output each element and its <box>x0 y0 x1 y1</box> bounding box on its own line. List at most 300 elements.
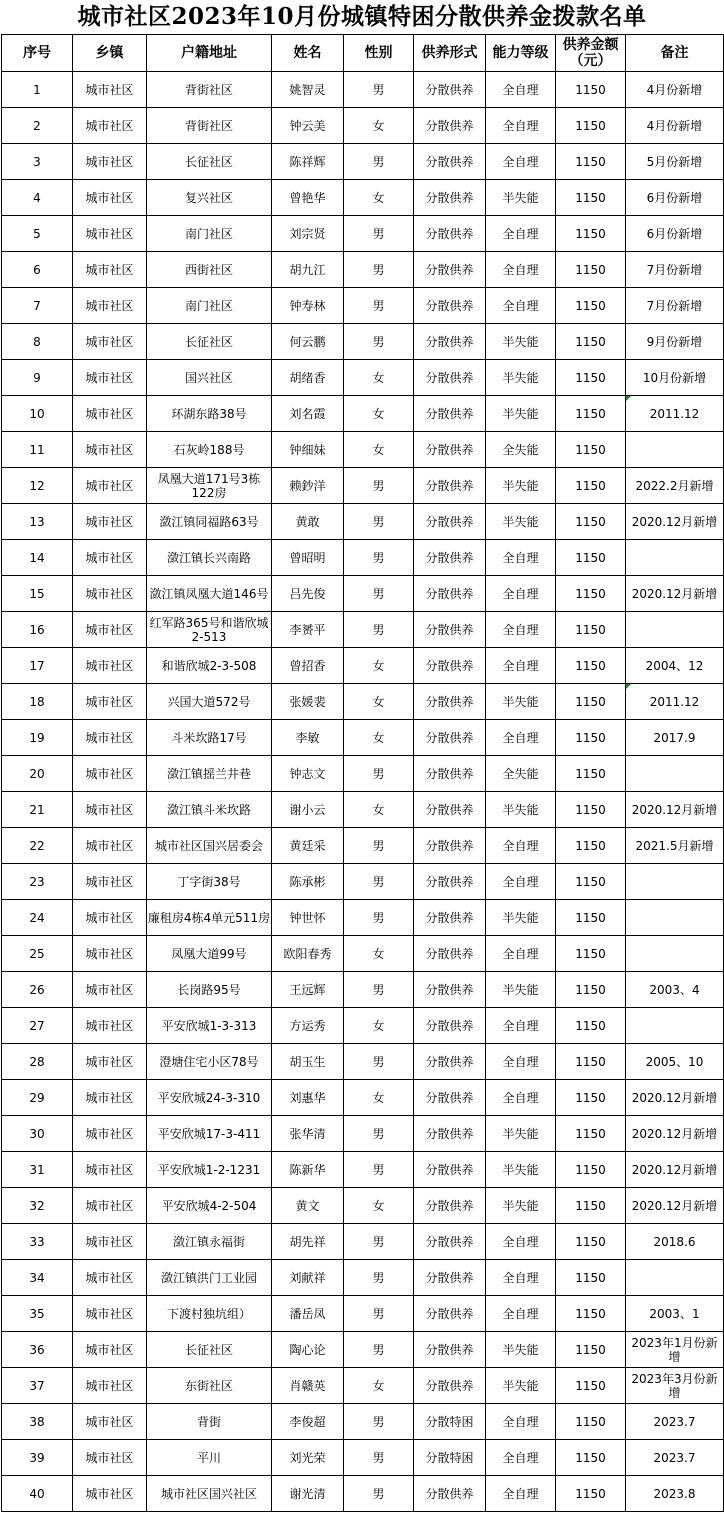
cell-gender: 男 <box>344 504 414 540</box>
cell-amount: 1150 <box>556 900 626 936</box>
table-row <box>2 504 724 540</box>
cell-township: 城市社区 <box>73 900 147 936</box>
cell-gender: 男 <box>344 72 414 108</box>
cell-ability-level: 全自理 <box>486 612 556 648</box>
cell-township: 城市社区 <box>73 1008 147 1044</box>
cell-gender: 女 <box>344 684 414 720</box>
cell-address: 兴国大道572号 <box>147 684 272 720</box>
table-row <box>2 360 724 396</box>
cell-amount: 1150 <box>556 1296 626 1332</box>
cell-support-form: 分散供养 <box>414 864 486 900</box>
cell-name: 李敏 <box>272 720 344 756</box>
cell-remarks: 5月份新增 <box>626 144 724 180</box>
cell-gender: 男 <box>344 972 414 1008</box>
table-row <box>2 1116 724 1152</box>
cell-support-form: 分散供养 <box>414 72 486 108</box>
cell-amount: 1150 <box>556 1116 626 1152</box>
cell-address: 背街社区 <box>147 108 272 144</box>
cell-support-form: 分散供养 <box>414 1044 486 1080</box>
cell-index: 18 <box>2 684 73 720</box>
cell-township: 城市社区 <box>73 1296 147 1332</box>
cell-support-form: 分散供养 <box>414 288 486 324</box>
cell-gender: 男 <box>344 1476 414 1512</box>
cell-remarks: 2011.12 <box>626 396 724 432</box>
cell-name: 刘宗贤 <box>272 216 344 252</box>
table-row <box>2 1044 724 1080</box>
table-row <box>2 1188 724 1224</box>
table-row <box>2 936 724 972</box>
cell-address: 南门社区 <box>147 216 272 252</box>
cell-ability-level: 全自理 <box>486 540 556 576</box>
cell-township: 城市社区 <box>73 108 147 144</box>
table-row <box>2 684 724 720</box>
cell-index: 2 <box>2 108 73 144</box>
cell-amount: 1150 <box>556 1224 626 1260</box>
cell-index: 14 <box>2 540 73 576</box>
cell-address: 复兴社区 <box>147 180 272 216</box>
cell-township: 城市社区 <box>73 1332 147 1368</box>
cell-remarks: 2005、10 <box>626 1044 724 1080</box>
cell-index: 24 <box>2 900 73 936</box>
cell-ability-level: 全自理 <box>486 1404 556 1440</box>
cell-gender: 男 <box>344 540 414 576</box>
cell-support-form: 分散供养 <box>414 540 486 576</box>
cell-township: 城市社区 <box>73 1152 147 1188</box>
cell-ability-level: 全自理 <box>486 216 556 252</box>
cell-remarks: 2023.7 <box>626 1404 724 1440</box>
cell-address: 和谐欣城2-3-508 <box>147 648 272 684</box>
cell-gender: 女 <box>344 108 414 144</box>
cell-ability-level: 半失能 <box>486 360 556 396</box>
cell-gender: 男 <box>344 1260 414 1296</box>
cell-address: 潋江镇凤凰大道146号 <box>147 576 272 612</box>
cell-gender: 男 <box>344 612 414 648</box>
cell-support-form: 分散供养 <box>414 1260 486 1296</box>
cell-remarks <box>626 756 724 792</box>
cell-index: 22 <box>2 828 73 864</box>
cell-support-form: 分散供养 <box>414 432 486 468</box>
cell-gender: 男 <box>344 216 414 252</box>
cell-remarks <box>626 540 724 576</box>
cell-remarks: 2020.12月新增 <box>626 1116 724 1152</box>
cell-amount: 1150 <box>556 1332 626 1368</box>
cell-address: 长征社区 <box>147 144 272 180</box>
allowance-table <box>1 34 724 1512</box>
cell-ability-level: 半失能 <box>486 792 556 828</box>
cell-remarks: 2020.12月新增 <box>626 1188 724 1224</box>
cell-ability-level: 全失能 <box>486 756 556 792</box>
col-header-address: 户籍地址 <box>147 35 272 72</box>
cell-amount: 1150 <box>556 288 626 324</box>
cell-remarks: 2023年1月份新增 <box>626 1332 724 1368</box>
cell-gender: 女 <box>344 1368 414 1404</box>
cell-remarks: 7月份新增 <box>626 288 724 324</box>
cell-gender: 男 <box>344 1404 414 1440</box>
cell-support-form: 分散供养 <box>414 648 486 684</box>
cell-index: 16 <box>2 612 73 648</box>
cell-support-form: 分散供养 <box>414 936 486 972</box>
cell-amount: 1150 <box>556 1044 626 1080</box>
cell-gender: 女 <box>344 1080 414 1116</box>
cell-ability-level: 全自理 <box>486 252 556 288</box>
cell-support-form: 分散供养 <box>414 792 486 828</box>
cell-township: 城市社区 <box>73 1116 147 1152</box>
cell-support-form: 分散供养 <box>414 720 486 756</box>
cell-ability-level: 半失能 <box>486 684 556 720</box>
cell-name: 胡九江 <box>272 252 344 288</box>
table-row <box>2 1296 724 1332</box>
cell-name: 张媛裴 <box>272 684 344 720</box>
cell-name: 欧阳春秀 <box>272 936 344 972</box>
cell-ability-level: 半失能 <box>486 1116 556 1152</box>
cell-index: 9 <box>2 360 73 396</box>
cell-ability-level: 全自理 <box>486 1008 556 1044</box>
table-row <box>2 1152 724 1188</box>
cell-ability-level: 半失能 <box>486 396 556 432</box>
cell-support-form: 分散供养 <box>414 1332 486 1368</box>
cell-index: 29 <box>2 1080 73 1116</box>
table-header-row <box>2 35 724 72</box>
cell-gender: 男 <box>344 1116 414 1152</box>
cell-name: 刘献祥 <box>272 1260 344 1296</box>
cell-address: 廉租房4栋4单元511房 <box>147 900 272 936</box>
cell-township: 城市社区 <box>73 216 147 252</box>
cell-support-form: 分散供养 <box>414 684 486 720</box>
cell-address: 下渡村独坑组） <box>147 1296 272 1332</box>
table-row <box>2 432 724 468</box>
cell-address: 红军路365号和谐欣城2-513 <box>147 612 272 648</box>
cell-remarks: 2020.12月新增 <box>626 792 724 828</box>
table-row <box>2 216 724 252</box>
cell-amount: 1150 <box>556 936 626 972</box>
cell-ability-level: 全自理 <box>486 1440 556 1476</box>
cell-support-form: 分散供养 <box>414 1116 486 1152</box>
cell-township: 城市社区 <box>73 720 147 756</box>
cell-gender: 男 <box>344 576 414 612</box>
cell-gender: 男 <box>344 144 414 180</box>
cell-township: 城市社区 <box>73 396 147 432</box>
cell-address: 丁字街38号 <box>147 864 272 900</box>
cell-index: 15 <box>2 576 73 612</box>
cell-support-form: 分散供养 <box>414 1008 486 1044</box>
cell-amount: 1150 <box>556 1368 626 1404</box>
cell-remarks <box>626 1260 724 1296</box>
cell-amount: 1150 <box>556 972 626 1008</box>
cell-index: 20 <box>2 756 73 792</box>
cell-address: 城市社区国兴社区 <box>147 1476 272 1512</box>
cell-index: 5 <box>2 216 73 252</box>
cell-support-form: 分散供养 <box>414 1152 486 1188</box>
table-row <box>2 612 724 648</box>
cell-gender: 男 <box>344 324 414 360</box>
cell-index: 25 <box>2 936 73 972</box>
cell-amount: 1150 <box>556 648 626 684</box>
cell-address: 潋江镇长兴南路 <box>147 540 272 576</box>
cell-gender: 男 <box>344 1044 414 1080</box>
cell-township: 城市社区 <box>73 432 147 468</box>
cell-gender: 男 <box>344 864 414 900</box>
cell-name: 曾昭明 <box>272 540 344 576</box>
cell-amount: 1150 <box>556 756 626 792</box>
cell-gender: 男 <box>344 1152 414 1188</box>
cell-amount: 1150 <box>556 576 626 612</box>
cell-support-form: 分散供养 <box>414 216 486 252</box>
cell-index: 3 <box>2 144 73 180</box>
table-row <box>2 1008 724 1044</box>
cell-name: 刘光荣 <box>272 1440 344 1476</box>
col-header-amount: 供养金额（元） <box>556 35 626 72</box>
cell-remarks: 2021.5月新增 <box>626 828 724 864</box>
table-row <box>2 1368 724 1404</box>
cell-index: 4 <box>2 180 73 216</box>
cell-support-form: 分散供养 <box>414 1476 486 1512</box>
cell-amount: 1150 <box>556 1260 626 1296</box>
cell-support-form: 分散供养 <box>414 1188 486 1224</box>
cell-name: 方运秀 <box>272 1008 344 1044</box>
cell-name: 陶心论 <box>272 1332 344 1368</box>
cell-address: 背街 <box>147 1404 272 1440</box>
cell-township: 城市社区 <box>73 972 147 1008</box>
cell-ability-level: 全自理 <box>486 1476 556 1512</box>
cell-gender: 男 <box>344 828 414 864</box>
cell-township: 城市社区 <box>73 1224 147 1260</box>
cell-remarks: 6月份新增 <box>626 216 724 252</box>
cell-support-form: 分散特困 <box>414 1404 486 1440</box>
table-row <box>2 72 724 108</box>
cell-gender: 男 <box>344 1440 414 1476</box>
cell-index: 39 <box>2 1440 73 1476</box>
cell-ability-level: 全自理 <box>486 576 556 612</box>
cell-remarks: 6月份新增 <box>626 180 724 216</box>
col-header-ability-level: 能力等级 <box>486 35 556 72</box>
cell-ability-level: 全自理 <box>486 1080 556 1116</box>
cell-name: 吕先俊 <box>272 576 344 612</box>
cell-amount: 1150 <box>556 108 626 144</box>
cell-amount: 1150 <box>556 180 626 216</box>
cell-ability-level: 全自理 <box>486 72 556 108</box>
cell-remarks: 2020.12月新增 <box>626 1152 724 1188</box>
table-row <box>2 324 724 360</box>
cell-ability-level: 半失能 <box>486 1368 556 1404</box>
cell-township: 城市社区 <box>73 1260 147 1296</box>
cell-address: 平安欣城1-2-1231 <box>147 1152 272 1188</box>
table-row <box>2 792 724 828</box>
cell-amount: 1150 <box>556 144 626 180</box>
cell-amount: 1150 <box>556 216 626 252</box>
table-row <box>2 864 724 900</box>
cell-remarks <box>626 612 724 648</box>
cell-township: 城市社区 <box>73 540 147 576</box>
table-row <box>2 1476 724 1512</box>
table-row <box>2 1224 724 1260</box>
cell-name: 曾招香 <box>272 648 344 684</box>
cell-ability-level: 半失能 <box>486 1332 556 1368</box>
cell-remarks: 2017.9 <box>626 720 724 756</box>
cell-name: 胡玉生 <box>272 1044 344 1080</box>
cell-address: 潋江镇永福街 <box>147 1224 272 1260</box>
cell-index: 6 <box>2 252 73 288</box>
cell-ability-level: 全自理 <box>486 936 556 972</box>
cell-support-form: 分散供养 <box>414 972 486 1008</box>
cell-township: 城市社区 <box>73 1404 147 1440</box>
cell-index: 1 <box>2 72 73 108</box>
table-row <box>2 576 724 612</box>
cell-gender: 女 <box>344 396 414 432</box>
cell-ability-level: 半失能 <box>486 1188 556 1224</box>
cell-township: 城市社区 <box>73 828 147 864</box>
cell-township: 城市社区 <box>73 792 147 828</box>
col-header-township: 乡镇 <box>73 35 147 72</box>
cell-support-form: 分散供养 <box>414 900 486 936</box>
cell-amount: 1150 <box>556 828 626 864</box>
cell-support-form: 分散供养 <box>414 468 486 504</box>
cell-support-form: 分散供养 <box>414 1224 486 1260</box>
cell-address: 平安欣城1-3-313 <box>147 1008 272 1044</box>
cell-ability-level: 全自理 <box>486 864 556 900</box>
cell-address: 东街社区 <box>147 1368 272 1404</box>
cell-index: 33 <box>2 1224 73 1260</box>
cell-name: 钟寿林 <box>272 288 344 324</box>
cell-amount: 1150 <box>556 684 626 720</box>
cell-township: 城市社区 <box>73 648 147 684</box>
cell-gender: 男 <box>344 1332 414 1368</box>
cell-index: 38 <box>2 1404 73 1440</box>
cell-ability-level: 半失能 <box>486 972 556 1008</box>
cell-index: 40 <box>2 1476 73 1512</box>
cell-name: 胡绪香 <box>272 360 344 396</box>
table-row <box>2 900 724 936</box>
cell-remarks: 2022.2月新增 <box>626 468 724 504</box>
cell-gender: 男 <box>344 1296 414 1332</box>
cell-name: 陈新华 <box>272 1152 344 1188</box>
cell-amount: 1150 <box>556 468 626 504</box>
cell-gender: 女 <box>344 936 414 972</box>
cell-name: 曾艳华 <box>272 180 344 216</box>
cell-township: 城市社区 <box>73 756 147 792</box>
cell-name: 黄文 <box>272 1188 344 1224</box>
cell-name: 何云鹏 <box>272 324 344 360</box>
cell-index: 17 <box>2 648 73 684</box>
cell-remarks <box>626 936 724 972</box>
cell-support-form: 分散供养 <box>414 1368 486 1404</box>
cell-remarks: 9月份新增 <box>626 324 724 360</box>
page-title: 城市社区2023年10月份城镇特困分散供养金拨款名单 <box>77 3 647 30</box>
cell-support-form: 分散供养 <box>414 396 486 432</box>
cell-name: 陈承彬 <box>272 864 344 900</box>
table-row <box>2 828 724 864</box>
cell-index: 36 <box>2 1332 73 1368</box>
table-row <box>2 1440 724 1476</box>
cell-amount: 1150 <box>556 504 626 540</box>
cell-gender: 女 <box>344 180 414 216</box>
cell-name: 刘惠华 <box>272 1080 344 1116</box>
cell-address: 潋江镇斗米坎路 <box>147 792 272 828</box>
table-row <box>2 396 724 432</box>
cell-ability-level: 全自理 <box>486 144 556 180</box>
cell-remarks: 10月份新增 <box>626 360 724 396</box>
cell-gender: 女 <box>344 1188 414 1224</box>
cell-address: 长征社区 <box>147 1332 272 1368</box>
cell-township: 城市社区 <box>73 252 147 288</box>
cell-gender: 男 <box>344 252 414 288</box>
table-row <box>2 144 724 180</box>
cell-support-form: 分散供养 <box>414 1296 486 1332</box>
cell-ability-level: 全自理 <box>486 1224 556 1260</box>
cell-index: 34 <box>2 1260 73 1296</box>
cell-ability-level: 全自理 <box>486 1044 556 1080</box>
col-header-index: 序号 <box>2 35 73 72</box>
cell-township: 城市社区 <box>73 1368 147 1404</box>
cell-remarks: 2018.6 <box>626 1224 724 1260</box>
col-header-support-form: 供养形式 <box>414 35 486 72</box>
cell-index: 37 <box>2 1368 73 1404</box>
cell-ability-level: 全自理 <box>486 1296 556 1332</box>
cell-name: 刘名霞 <box>272 396 344 432</box>
cell-support-form: 分散供养 <box>414 324 486 360</box>
cell-township: 城市社区 <box>73 360 147 396</box>
cell-name: 潘岳凤 <box>272 1296 344 1332</box>
cell-name: 姚智灵 <box>272 72 344 108</box>
cell-name: 钟云美 <box>272 108 344 144</box>
cell-address: 凤凰大道171号3栋122房 <box>147 468 272 504</box>
cell-address: 潋江镇洪门工业园 <box>147 1260 272 1296</box>
cell-ability-level: 半失能 <box>486 1152 556 1188</box>
cell-township: 城市社区 <box>73 576 147 612</box>
cell-support-form: 分散供养 <box>414 180 486 216</box>
cell-name: 钟细妹 <box>272 432 344 468</box>
cell-address: 长征社区 <box>147 324 272 360</box>
cell-gender: 女 <box>344 792 414 828</box>
cell-amount: 1150 <box>556 1440 626 1476</box>
cell-support-form: 分散供养 <box>414 252 486 288</box>
table-row <box>2 108 724 144</box>
cell-remarks: 4月份新增 <box>626 72 724 108</box>
table-row <box>2 180 724 216</box>
table-row <box>2 756 724 792</box>
cell-name: 谢小云 <box>272 792 344 828</box>
cell-index: 28 <box>2 1044 73 1080</box>
table-row <box>2 1404 724 1440</box>
cell-amount: 1150 <box>556 1404 626 1440</box>
cell-ability-level: 全自理 <box>486 1260 556 1296</box>
table-row <box>2 1260 724 1296</box>
cell-township: 城市社区 <box>73 864 147 900</box>
cell-amount: 1150 <box>556 252 626 288</box>
cell-address: 西街社区 <box>147 252 272 288</box>
cell-township: 城市社区 <box>73 1188 147 1224</box>
cell-ability-level: 全自理 <box>486 108 556 144</box>
cell-remarks: 2004、12 <box>626 648 724 684</box>
cell-index: 23 <box>2 864 73 900</box>
cell-address: 背街社区 <box>147 72 272 108</box>
cell-remarks: 2020.12月新增 <box>626 576 724 612</box>
cell-township: 城市社区 <box>73 288 147 324</box>
cell-index: 26 <box>2 972 73 1008</box>
cell-amount: 1150 <box>556 396 626 432</box>
cell-gender: 男 <box>344 1224 414 1260</box>
cell-index: 31 <box>2 1152 73 1188</box>
cell-name: 胡先祥 <box>272 1224 344 1260</box>
cell-amount: 1150 <box>556 1008 626 1044</box>
cell-ability-level: 半失能 <box>486 180 556 216</box>
cell-gender: 女 <box>344 720 414 756</box>
cell-index: 7 <box>2 288 73 324</box>
col-header-name: 姓名 <box>272 35 344 72</box>
cell-gender: 男 <box>344 756 414 792</box>
cell-township: 城市社区 <box>73 504 147 540</box>
table-row <box>2 468 724 504</box>
table-row <box>2 648 724 684</box>
